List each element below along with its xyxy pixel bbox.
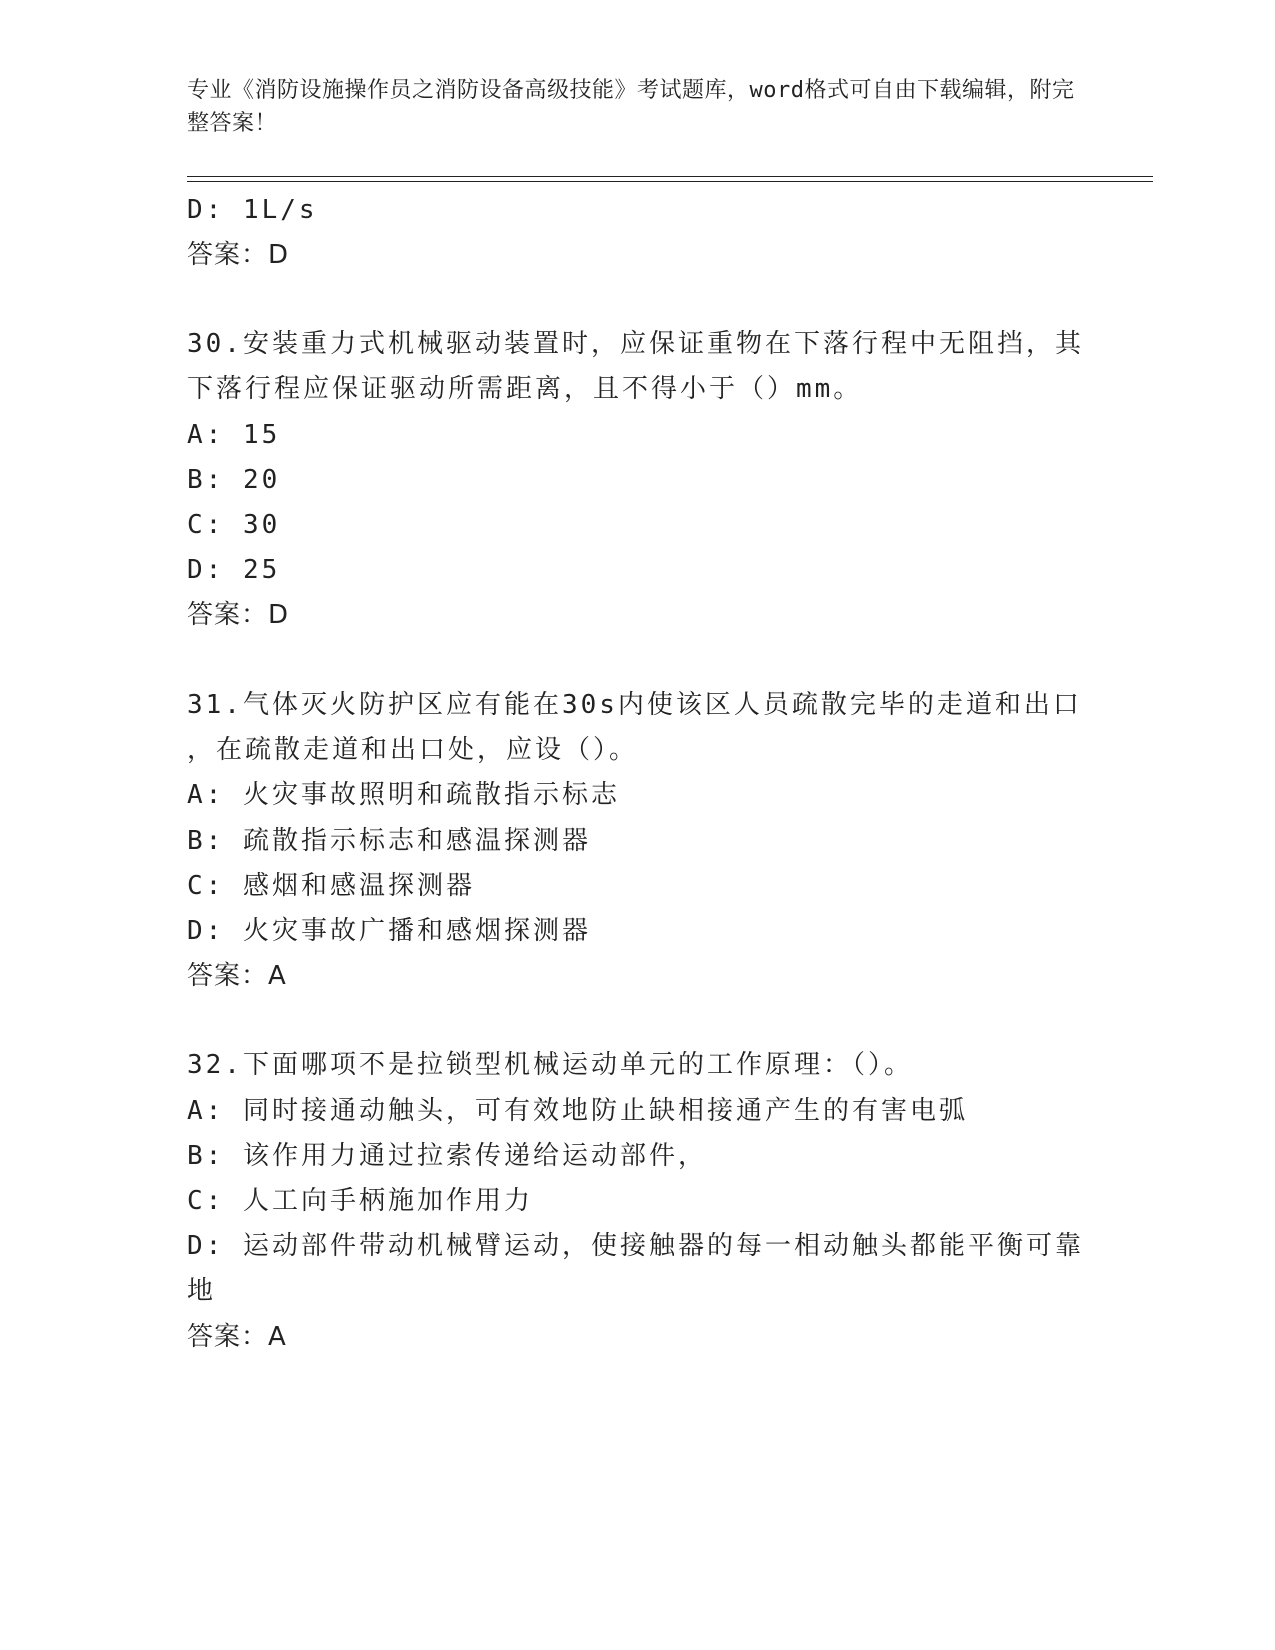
question-30-option-d: D: 25 <box>187 555 281 585</box>
answer-label: 答案： <box>187 240 269 270</box>
question-30-option-b: B: 20 <box>187 465 281 495</box>
answer-value: A <box>268 961 287 991</box>
prev-answer <box>187 238 289 272</box>
answer-value: D <box>268 240 290 270</box>
answer-value: A <box>268 1322 287 1352</box>
question-31-option-b: B: 疏散指示标志和感温探测器 <box>187 826 591 856</box>
question-32-answer <box>187 1320 287 1354</box>
question-30-option-a: A: 15 <box>187 420 281 450</box>
answer-label: 答案： <box>187 600 269 630</box>
question-32-option-c: C: 人工向手柄施加作用力 <box>187 1186 533 1216</box>
question-32-option-b: B: 该作用力通过拉索传递给运动部件， <box>187 1141 707 1171</box>
answer-label: 答案： <box>187 1322 269 1352</box>
answer-value: D <box>268 600 290 630</box>
header-divider-top <box>187 176 1153 177</box>
question-31-option-d: D: 火灾事故广播和感烟探测器 <box>187 916 591 946</box>
question-31-answer <box>187 959 287 993</box>
answer-label: 答案： <box>187 961 269 991</box>
question-30-answer <box>187 598 289 632</box>
question-30-stem-line1: 30.安装重力式机械驱动装置时，应保证重物在下落行程中无阻挡，其 <box>187 329 1084 359</box>
question-31-stem-line1: 31.气体灭火防护区应有能在30s内使该区人员疏散完毕的走道和出口 <box>187 690 1082 720</box>
question-32-stem: 32.下面哪项不是拉锁型机械运动单元的工作原理：（）。 <box>187 1050 913 1080</box>
question-32-option-d: D: 运动部件带动机械臂运动，使接触器的每一相动触头都能平衡可靠 <box>187 1231 1084 1261</box>
question-32-option-a: A: 同时接通动触头，可有效地防止缺相接通产生的有害电弧 <box>187 1096 968 1126</box>
question-31-stem-line2: ，在疏散走道和出口处，应设（）。 <box>187 735 639 765</box>
prev-option-d: D: 1L/s <box>187 195 318 225</box>
question-30-stem-line2: 下落行程应保证驱动所需距离，且不得小于（）mm。 <box>187 374 863 404</box>
header-divider-bottom <box>187 181 1153 182</box>
question-31-option-c: C: 感烟和感温探测器 <box>187 871 475 901</box>
document-header: 专业《消防设施操作员之消防设备高级技能》考试题库，word格式可自由下载编辑，附完整答案！ <box>187 78 1075 136</box>
question-32-option-d-continued: 地 <box>187 1276 217 1306</box>
question-31-option-a: A: 火灾事故照明和疏散指示标志 <box>187 780 620 810</box>
question-30-option-c: C: 30 <box>187 510 281 540</box>
